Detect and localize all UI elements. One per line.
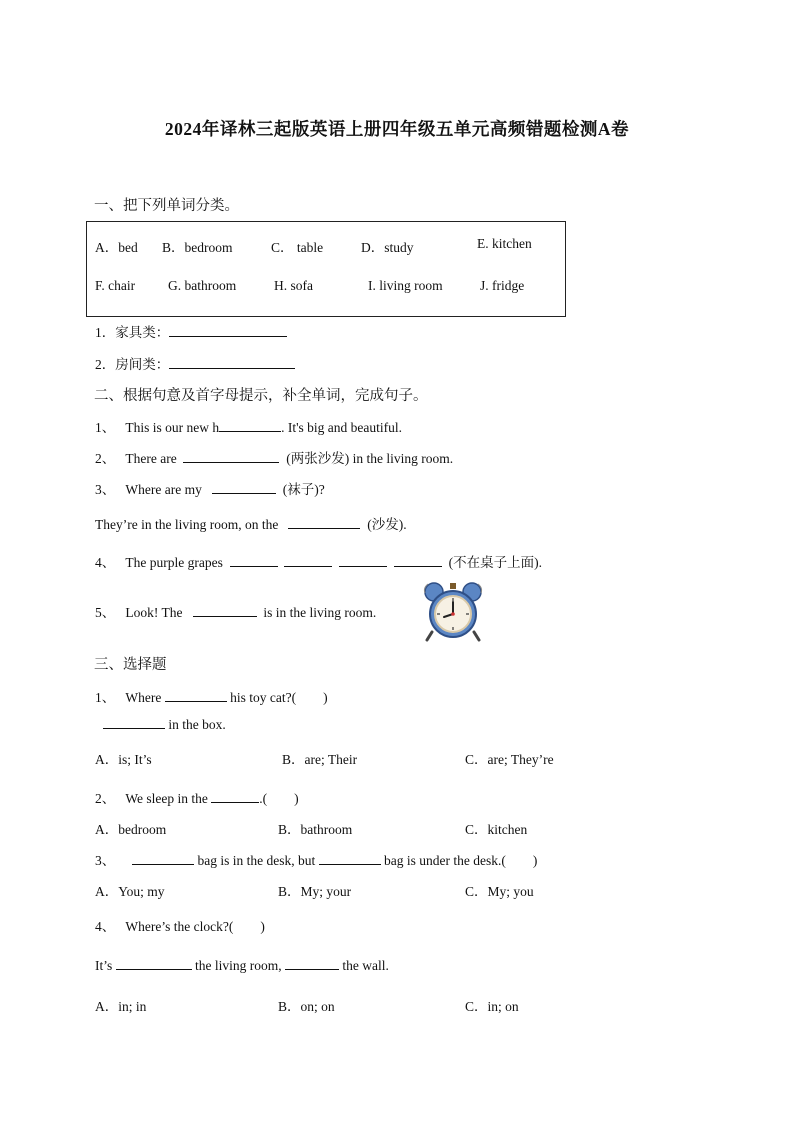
word-option: B．bedroom — [162, 240, 233, 255]
answer-blank[interactable] — [132, 852, 194, 865]
question-item: 2、 We sleep in the .( ) — [95, 791, 299, 806]
question-item: It’s the living room, the wall. — [95, 958, 389, 973]
choice-option[interactable]: B．on; on — [278, 999, 335, 1014]
question-item: 2、 There are (两张沙发) in the living room. — [95, 451, 454, 466]
section-heading-3: 三、选择题 — [94, 657, 167, 673]
choice-option[interactable]: A．is; It’s — [95, 752, 152, 767]
choice-option[interactable]: A．You; my — [95, 884, 165, 899]
answer-blank[interactable] — [165, 689, 227, 702]
question-item: 3、 bag is in the desk, but bag is under the desk.( ) — [95, 853, 538, 868]
choice-option[interactable]: C．in; on — [465, 999, 519, 1014]
answer-blank[interactable] — [116, 957, 192, 970]
answer-blank[interactable] — [339, 554, 387, 567]
choice-option[interactable]: C．kitchen — [465, 822, 528, 837]
question-item: 3、 Where are my (袜子)? — [95, 482, 325, 497]
choice-option[interactable]: C．My; you — [465, 884, 534, 899]
alarm-clock-icon — [418, 580, 488, 642]
answer-blank[interactable] — [212, 481, 276, 494]
word-option: A．bed — [95, 240, 138, 255]
choice-option[interactable]: C．are; They’re — [465, 752, 554, 767]
question-item: 1、 This is our new h . It's big and beautiful. — [95, 420, 403, 435]
answer-blank[interactable] — [211, 790, 259, 803]
question-item: 5、 Look! The is in the living room. — [95, 605, 377, 620]
word-option: D．study — [361, 240, 414, 255]
question-label: 2．房间类： — [95, 353, 295, 373]
question-item: 4、 The purple grapes (不在桌子上面). — [95, 555, 542, 570]
word-option: I. living room — [368, 278, 443, 293]
answer-blank[interactable] — [394, 554, 442, 567]
section-heading-1: 一、把下列单词分类。 — [94, 198, 239, 214]
choice-option[interactable]: B．are; Their — [282, 752, 358, 767]
question-label: 1．家具类： — [95, 321, 287, 341]
question-item: 1、 Where his toy cat?( ) — [95, 690, 328, 705]
question-item: They’re in the living room, on the (沙发). — [95, 517, 407, 532]
answer-blank[interactable] — [103, 716, 165, 729]
question-item: 4、 Where’s the clock?( ) — [95, 919, 265, 934]
choice-option[interactable]: A．in; in — [95, 999, 147, 1014]
answer-blank[interactable] — [169, 324, 287, 337]
word-option: C． table — [271, 240, 324, 255]
answer-blank[interactable] — [284, 554, 332, 567]
answer-blank[interactable] — [288, 516, 360, 529]
word-option: E. kitchen — [477, 236, 532, 251]
choice-option[interactable]: B．bathroom — [278, 822, 353, 837]
page-title: 2024年译林三起版英语上册四年级五单元高频错题检测A卷 — [164, 119, 630, 139]
question-item: in the box. — [103, 716, 226, 733]
answer-blank[interactable] — [219, 419, 281, 432]
answer-blank[interactable] — [230, 554, 278, 567]
word-option: J. fridge — [480, 278, 525, 293]
choice-option[interactable]: B．My; your — [278, 884, 352, 899]
answer-blank[interactable] — [285, 957, 339, 970]
answer-blank[interactable] — [193, 604, 257, 617]
word-option: F. chair — [95, 278, 136, 293]
answer-blank[interactable] — [183, 450, 279, 463]
word-option: G. bathroom — [168, 278, 237, 293]
choice-option[interactable]: A．bedroom — [95, 822, 167, 837]
answer-blank[interactable] — [319, 852, 381, 865]
word-option: H. sofa — [274, 278, 313, 293]
section-heading-2: 二、根据句意及首字母提示，补全单词，完成句子。 — [94, 388, 428, 404]
answer-blank[interactable] — [169, 356, 295, 369]
